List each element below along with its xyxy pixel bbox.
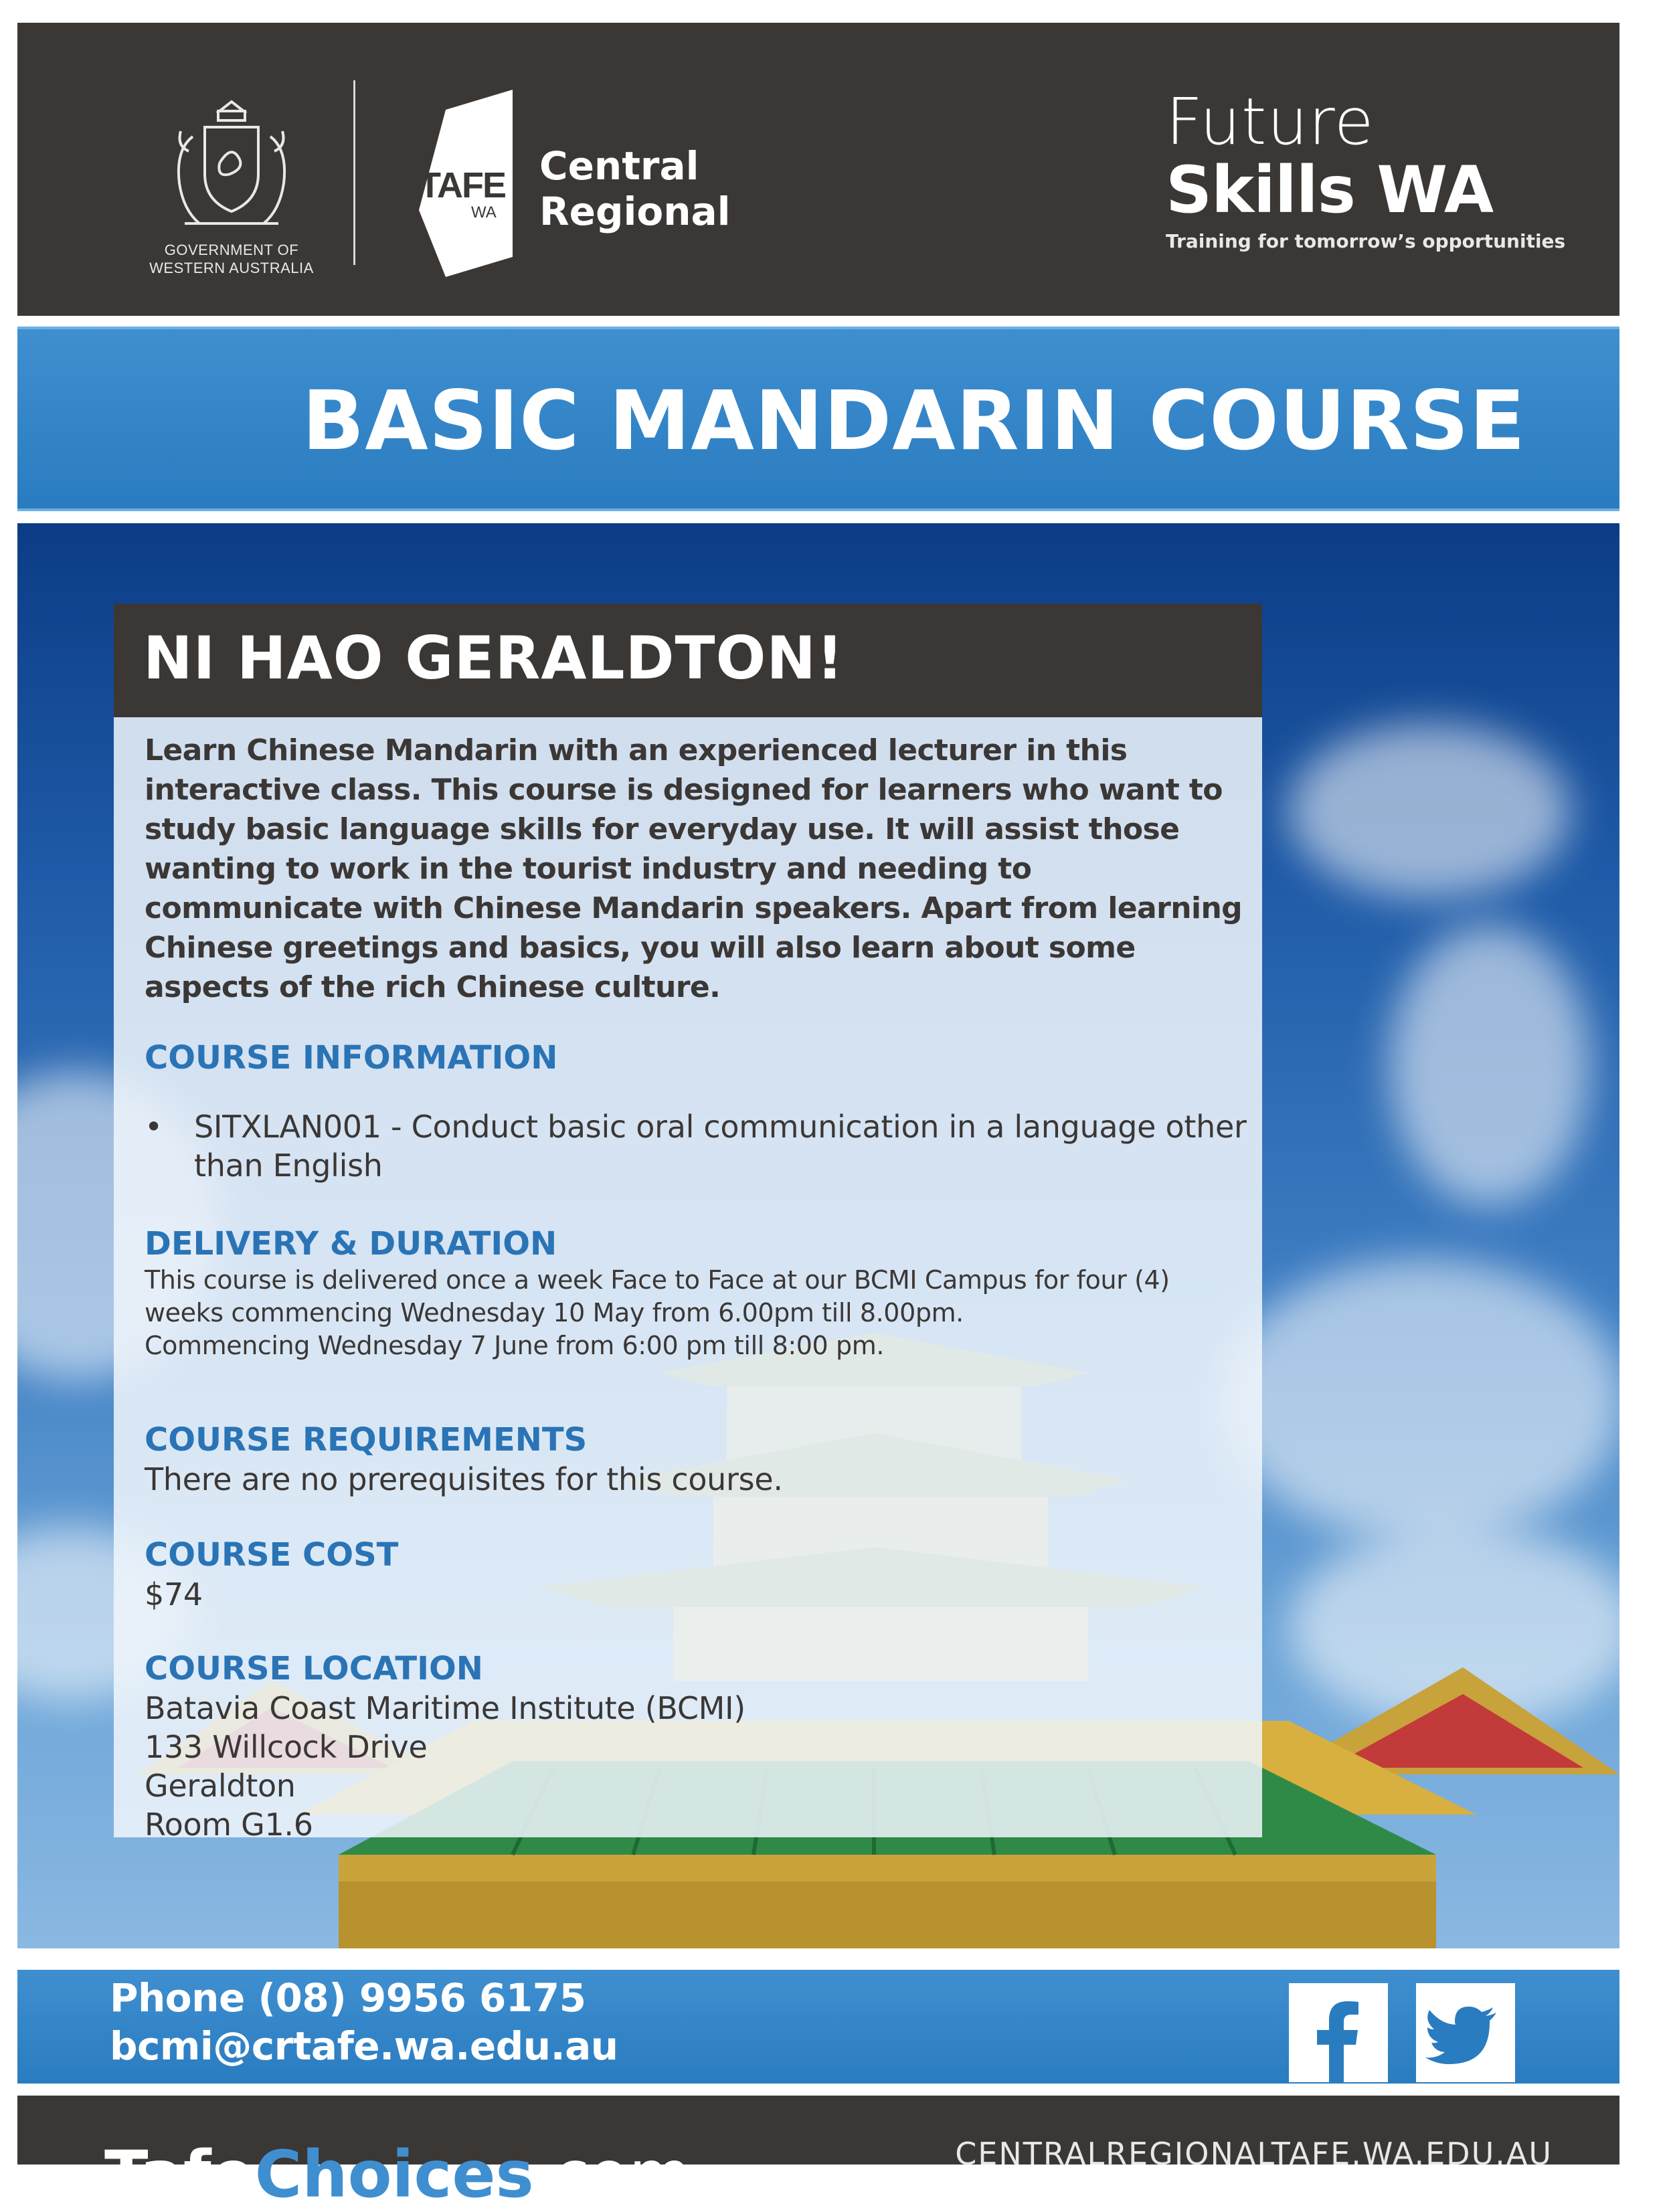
footer-brand-part-3: .com [533, 2137, 692, 2212]
future-skills-tagline: Training for tomorrow’s opportunities [1166, 230, 1566, 252]
course-information-section [145, 1038, 1255, 1185]
cloud [1289, 724, 1570, 898]
tafe-name-line-1: Central [539, 143, 699, 189]
unit-item: • SITXLAN001 - Conduct basic oral communication in a language other than English [145, 1107, 1255, 1185]
location-line-4: Room G1.6 [145, 1807, 313, 1843]
tafe-name-line-2: Regional [539, 189, 731, 234]
footer-brand-part-1: Tafe [104, 2137, 255, 2212]
government-line-2: WESTERN AUSTRALIA [149, 260, 314, 276]
phone-number: Phone (08) 9956 6175 [110, 1975, 586, 2021]
future-skills-logo [1166, 84, 1567, 252]
future-skills-line-2: Skills WA [1166, 153, 1494, 227]
tafe-logo [406, 90, 740, 277]
twitter-button[interactable] [1416, 1983, 1515, 2082]
cost-value: $74 [145, 1576, 203, 1612]
government-name [131, 241, 332, 277]
location-heading: COURSE LOCATION [145, 1650, 483, 1687]
requirements-text: There are no prerequisites for this course. [145, 1461, 783, 1497]
footer-brand-part-2: Choices [254, 2137, 534, 2212]
course-intro: Learn Chinese Mandarin with an experienced lecturer in this interactive class. This course is designed for learners who want to study basic language skills for everyday use. It will assist those wanting to work in the tourist industry and needing to communicate with Chinese Mandarin speakers. Apart from learning Chinese greetings and basics, you will also learn about some aspects of the rich Chinese culture. [145, 733, 1243, 1004]
delivery-line-1: This course is delivered once a week Face to Face at our BCMI Campus for four (4) [145, 1265, 1170, 1295]
twitter-icon [1416, 1983, 1515, 2082]
email-address[interactable]: bcmi@crtafe.wa.edu.au [110, 2023, 618, 2069]
tafe-name [539, 143, 731, 234]
location-line-3: Geraldton [145, 1768, 296, 1804]
delivery-heading: DELIVERY & DURATION [145, 1225, 557, 1263]
contact-band [17, 1970, 1619, 2084]
cost-heading: COURSE COST [145, 1536, 399, 1574]
footer-bar [17, 2096, 1619, 2212]
government-line-1: GOVERNMENT OF [164, 242, 299, 258]
requirements-heading: COURSE REQUIREMENTS [145, 1421, 588, 1459]
delivery-text [145, 1264, 1255, 1362]
facebook-button[interactable] [1289, 1983, 1388, 2082]
title-band [17, 327, 1619, 511]
delivery-line-2: weeks commencing Wednesday 10 May from 6.00pm till 8.00pm. [145, 1298, 964, 1327]
footer-url[interactable]: CENTRALREGIONALTAFE.WA.EDU.AU [955, 2136, 1553, 2172]
footer-brand[interactable] [104, 2137, 691, 2212]
unit-list [145, 1107, 1255, 1185]
location-line-2: 133 Willcock Drive [145, 1729, 428, 1765]
requirements-section [145, 1420, 1255, 1499]
tafe-mark: TAFE [419, 165, 505, 205]
contact-details [110, 1970, 618, 2070]
location-section [145, 1649, 1255, 1844]
tafe-mark-sub: WA [471, 203, 497, 221]
location-address [145, 1689, 1255, 1844]
info-panel [114, 604, 1262, 1843]
location-line-1: Batavia Coast Maritime Institute (BCMI) [145, 1690, 745, 1726]
facebook-icon [1289, 1983, 1388, 2082]
delivery-line-3: Commencing Wednesday 7 June from 6:00 pm till 8:00 pm. [145, 1331, 885, 1360]
course-information-heading: COURSE INFORMATION [145, 1039, 558, 1077]
cost-section [145, 1535, 1255, 1614]
panel-body [145, 731, 1255, 1844]
government-logo [131, 90, 332, 284]
future-skills-line-1: Future [1166, 84, 1375, 159]
course-title: BASIC MANDARIN COURSE [302, 373, 1526, 468]
header-divider [353, 80, 355, 265]
header-bar [17, 23, 1619, 316]
government-crest-icon [158, 90, 305, 237]
panel-header [114, 604, 1262, 717]
cloud [1389, 925, 1590, 1206]
delivery-section [145, 1224, 1255, 1362]
panel-heading: NI HAO GERALDTON! [143, 624, 845, 693]
